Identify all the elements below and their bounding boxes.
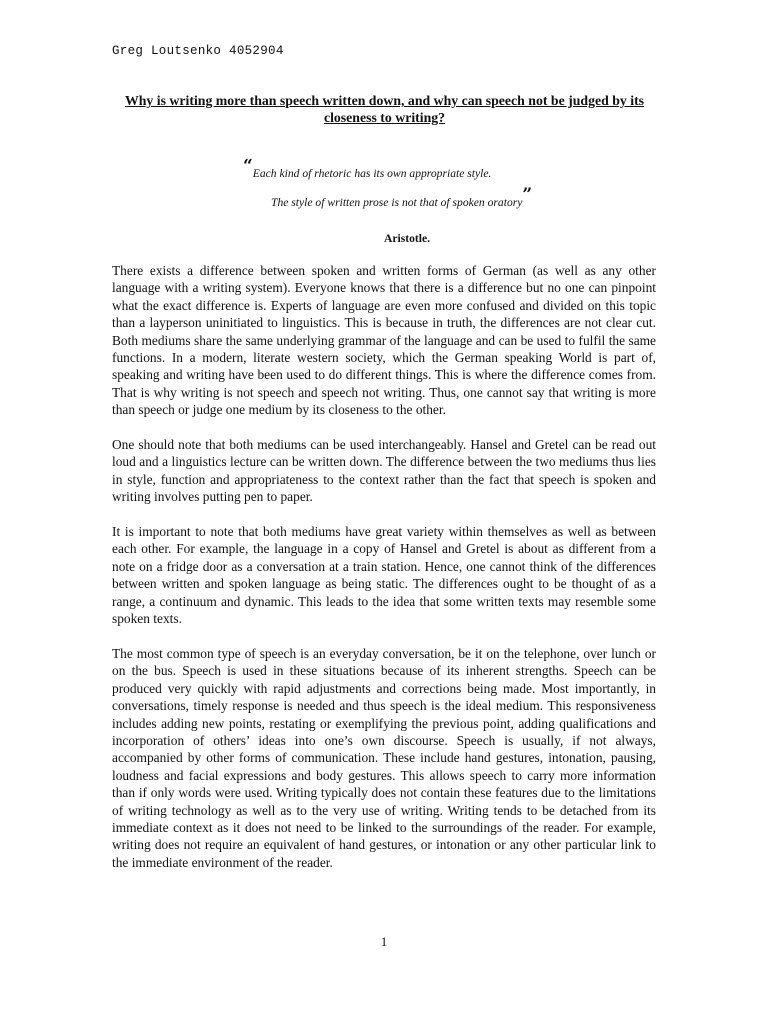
epigraph-line-1-text: Each kind of rhetoric has its own appropriate style. bbox=[252, 167, 492, 180]
body-paragraph-2: One should note that both mediums can be used interchangeably. Hansel and Gretel can be read out loud and a linguistics lecture can be written down. The difference between the two mediums thus lies in style, function and appropriateness to the context rather than the fact that speech is spoken and writing involves putting pen to paper. bbox=[112, 437, 656, 505]
close-quote-mark: ” bbox=[522, 185, 533, 205]
essay-title: Why is writing more than speech written down, and why can speech not be judged by its closeness to writing? bbox=[124, 93, 645, 125]
body-paragraph-1: There exists a difference between spoken and written forms of German (as well as any other language with a writing system). Everyone knows that there is a difference but no one can pinpoint what the exact difference is. Experts of language are even more confused and divided on this topic than a layperson uninitiated to linguistics. This is because in truth, the differences are not clear cut. Both mediums share the same underlying grammar of the language and can be used to fulfil the same functions. In a modern, literate western society, which the German speaking World is part of, speaking and writing have been used to do different things. This is where the difference comes from. That is why writing is not speech and speech not writing. Thus, one cannot say that writing is more than speech or judge one medium by its closeness to the other. bbox=[112, 263, 656, 418]
epigraph-line-2-text: The style of written prose is not that of spoken oratory bbox=[271, 196, 523, 209]
body-paragraph-4: The most common type of speech is an everyday conversation, be it on the telephone, over lunch or on the bus. Speech is used in these situations because of its inherent strengths. Speech can be produced very quickly with rapid adjustments and corrections being made. Most importantly, in conversations, timely response is needed and thus speech is the ideal medium. This responsiveness includes adding new points, restating or exemplifying the previous point, adding qualifications and incorporation of others’ ideas into one’s own discourse. Speech is usually, if not always, accompanied by other forms of communication. These include hand gestures, intonation, pausing, loudness and facial expressions and body gestures. This allows speech to carry more information than if only words were used. Writing typically does not contain these features due to the limitations of writing technology as well as to the very use of writing. Writing tends to be detached from its immediate context as it does not need to be linked to the surroundings of the reader. For example, writing does not require an equivalent of hand gestures, or intonation or any other particular link to the immediate environment of the reader. bbox=[112, 645, 656, 870]
epigraph-attribution: Aristotle. bbox=[384, 232, 431, 245]
body-paragraph-3: It is important to note that both mediums have great variety within themselves as well as between each other. For example, the language in a copy of Hansel and Gretel is about as different from a note on a fridge door as a conversation at a train station. Hence, one cannot think of the differences between written and spoken language as being static. The differences ought to be thought of as a range, a continuum and dynamic. This leads to the idea that some written texts may resemble some spoken texts. bbox=[112, 524, 656, 627]
epigraph-line-1 bbox=[243, 156, 492, 180]
epigraph-line-2 bbox=[271, 185, 533, 209]
open-quote-mark: “ bbox=[243, 156, 253, 176]
essay-body bbox=[112, 262, 656, 889]
author-student-id-line: Greg Loutsenko 4052904 bbox=[112, 44, 284, 58]
page-number: 1 bbox=[380, 934, 388, 949]
